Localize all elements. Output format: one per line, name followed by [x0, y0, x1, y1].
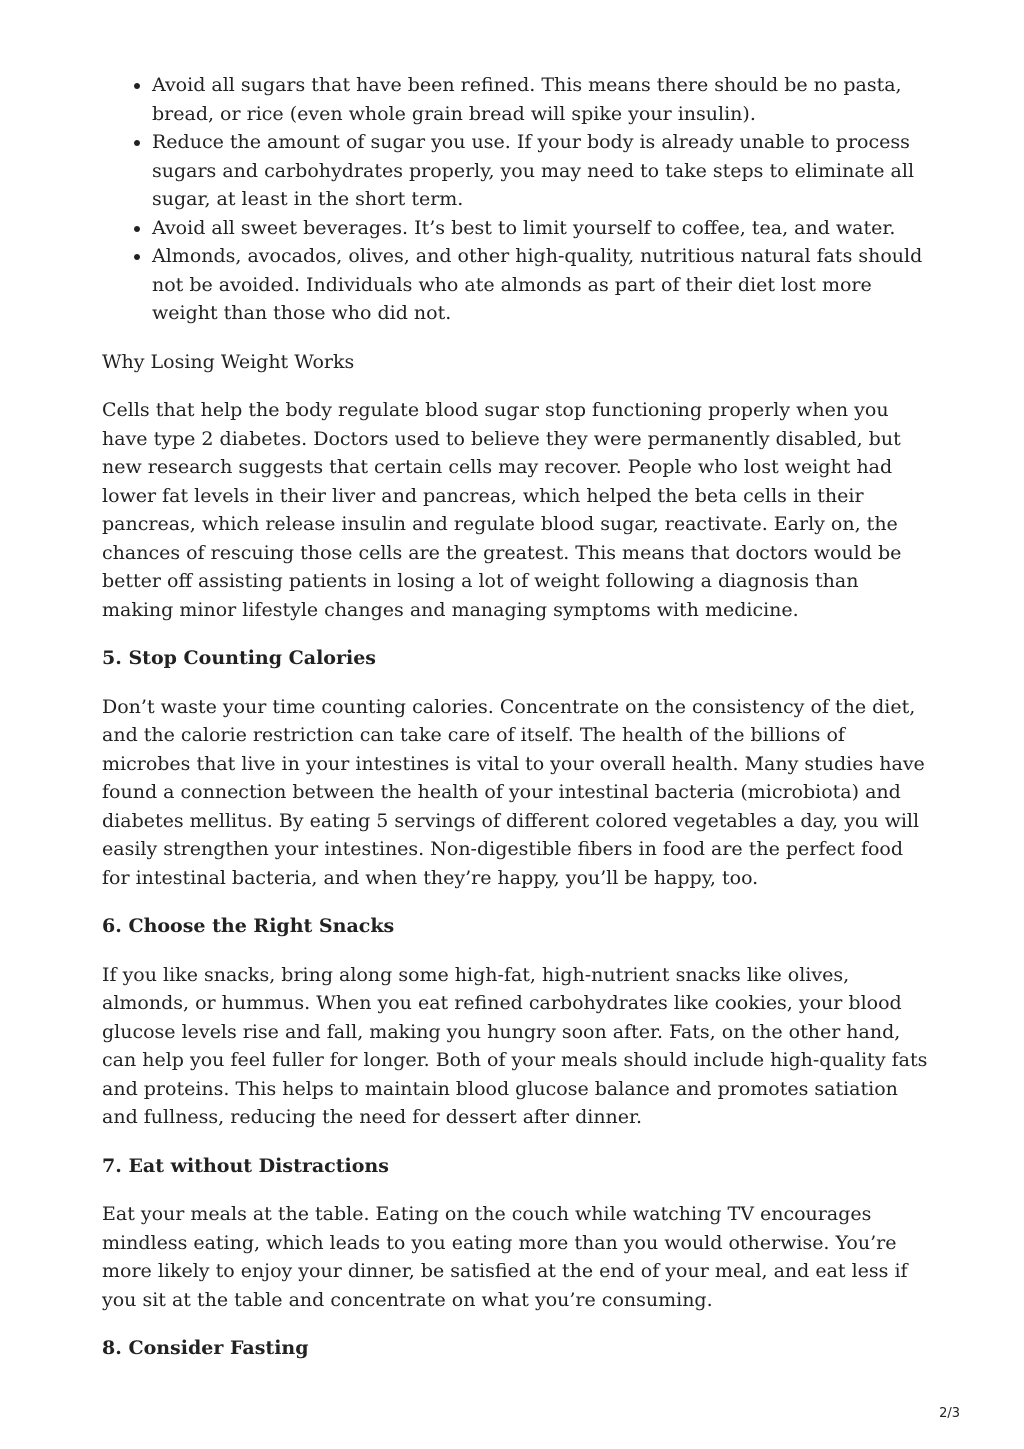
page-number: 2/3 [939, 1406, 960, 1421]
section-heading-eat-without-distractions: 7. Eat without Distractions [102, 1154, 389, 1177]
section-paragraph-stop-counting-calories: Don’t waste your time counting calories. Concentrate on the consistency of the diet, and the calorie restriction can take care of itself. The health of the billions of microbes that live in your intestines is vital to your overall health. Many studies have found a connection between the health of your intestinal bacteria (microbiota) and diabetes mellitus. By eating 5 servings of different colored vegetables a day, you will easily strengthen your intestines. Non-digestible fibers in food are the perfect food for intestinal bacteria, and when they’re happy, you’ll be happy, too. [102, 695, 925, 889]
diet-tips-list [102, 71, 928, 328]
why-losing-weight-heading: Why Losing Weight Works [102, 350, 355, 373]
list-item: • Almonds, avocados, olives, and other high-quality, nutritious natural fats should not be avoided. Individuals who ate almonds as part of their diet lost more weight than those who did not. [152, 242, 928, 328]
section-heading-stop-counting-calories: 5. Stop Counting Calories [102, 647, 376, 669]
section-paragraph-choose-right-snacks: If you like snacks, bring along some high-fat, high-nutrient snacks like olives, almonds, or hummus. When you eat refined carbohydrates like cookies, your blood glucose levels rise and fall, making you hungry soon after. Fats, on the other hand, can help you feel fuller for longer. Both of your meals should include high-quality fats and proteins. This helps to maintain blood glucose balance and promotes satiation and fullness, reducing the need for dessert after dinner. [102, 963, 928, 1128]
section-heading-consider-fasting: 8. Consider Fasting [102, 1337, 309, 1359]
list-item: • Avoid all sweet beverages. It’s best to limit yourself to coffee, tea, and water. [152, 214, 928, 243]
list-item: • Reduce the amount of sugar you use. If your body is already unable to process sugars and carbohydrates properly, you may need to take steps to eliminate all sugar, at least in the short term. [152, 128, 928, 214]
list-item: • Avoid all sugars that have been refined. This means there should be no pasta, bread, or rice (even whole grain bread will spike your insulin). [152, 71, 928, 128]
why-losing-weight-paragraph: Cells that help the body regulate blood sugar stop functioning properly when you have type 2 diabetes. Doctors used to believe they were permanently disabled, but new research suggests that certain cells may recover. People who lost weight had lower fat levels in their liver and pancreas, which helped the beta cells in their pancreas, which release insulin and regulate blood sugar, reactivate. Early on, the chances of rescuing those cells are the greatest. This means that doctors would be better off assisting patients in losing a lot of weight following a diagnosis than making minor lifestyle changes and managing symptoms with medicine. [102, 399, 902, 621]
section-paragraph-eat-without-distractions: Eat your meals at the table. Eating on the couch while watching TV encourages mindless eating, which leads to you eating more than you would otherwise. You’re more likely to enjoy your dinner, be satisfied at the end of your meal, and eat less if you sit at the table and concentrate on what you’re consuming. [102, 1203, 908, 1311]
article-content [102, 71, 928, 1363]
section-heading-choose-right-snacks: 6. Choose the Right Snacks [102, 915, 395, 937]
